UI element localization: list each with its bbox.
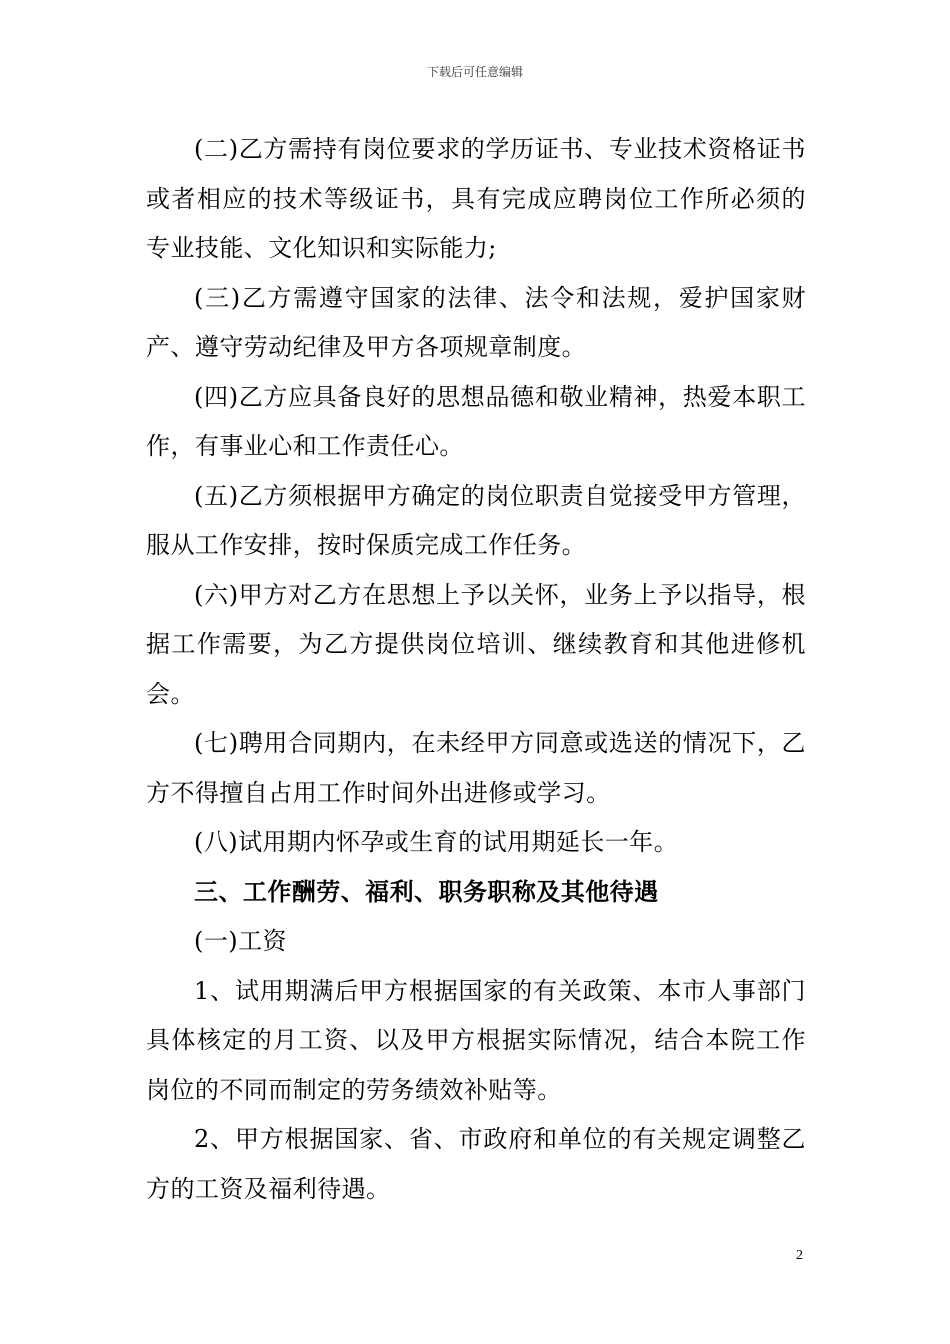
wage-item-2: 2、甲方根据国家、省、市政府和单位的有关规定调整乙方的工资及福利待遇。	[146, 1125, 806, 1203]
page-header: 下载后可任意编辑	[426, 65, 523, 79]
section-heading-3: 三、工作酬劳、福利、职务职称及其他待遇	[194, 877, 659, 906]
clause-2-3: (三)乙方需遵守国家的法律、法令和法规，爱护国家财产、遵守劳动纪律及甲方各项规章制度。	[146, 283, 806, 361]
document-body	[146, 125, 806, 1214]
clause-2-2: (二)乙方需持有岗位要求的学历证书、专业技术资格证书或者相应的技术等级证书，具有完成应聘岗位工作所必须的专业技能、文化知识和实际能力;	[146, 135, 806, 262]
wage-item-1: 1、试用期满后甲方根据国家的有关政策、本市人事部门具体核定的月工资、以及甲方根据实际情况，结合本院工作岗位的不同而制定的劳务绩效补贴等。	[146, 976, 806, 1104]
subsection-heading-wages: (一)工资	[194, 927, 287, 955]
clause-2-7: (七)聘用合同期内，在未经甲方同意或选送的情况下，乙方不得擅自占用工作时间外出进修或学习。	[146, 729, 806, 807]
clause-2-5: (五)乙方须根据甲方确定的岗位职责自觉接受甲方管理，服从工作安排，按时保质完成工作任务。	[146, 481, 806, 559]
clause-2-8: (八)试用期内怀孕或生育的试用期延长一年。	[194, 828, 679, 856]
page-number: 2	[796, 1248, 803, 1263]
clause-2-6: (六)甲方对乙方在思想上予以关怀，业务上予以指导，根据工作需要，为乙方提供岗位培训、继续教育和其他进修机会。	[146, 580, 806, 708]
clause-2-4: (四)乙方应具备良好的思想品德和敬业精神，热爱本职工作，有事业心和工作责任心。	[146, 382, 806, 460]
